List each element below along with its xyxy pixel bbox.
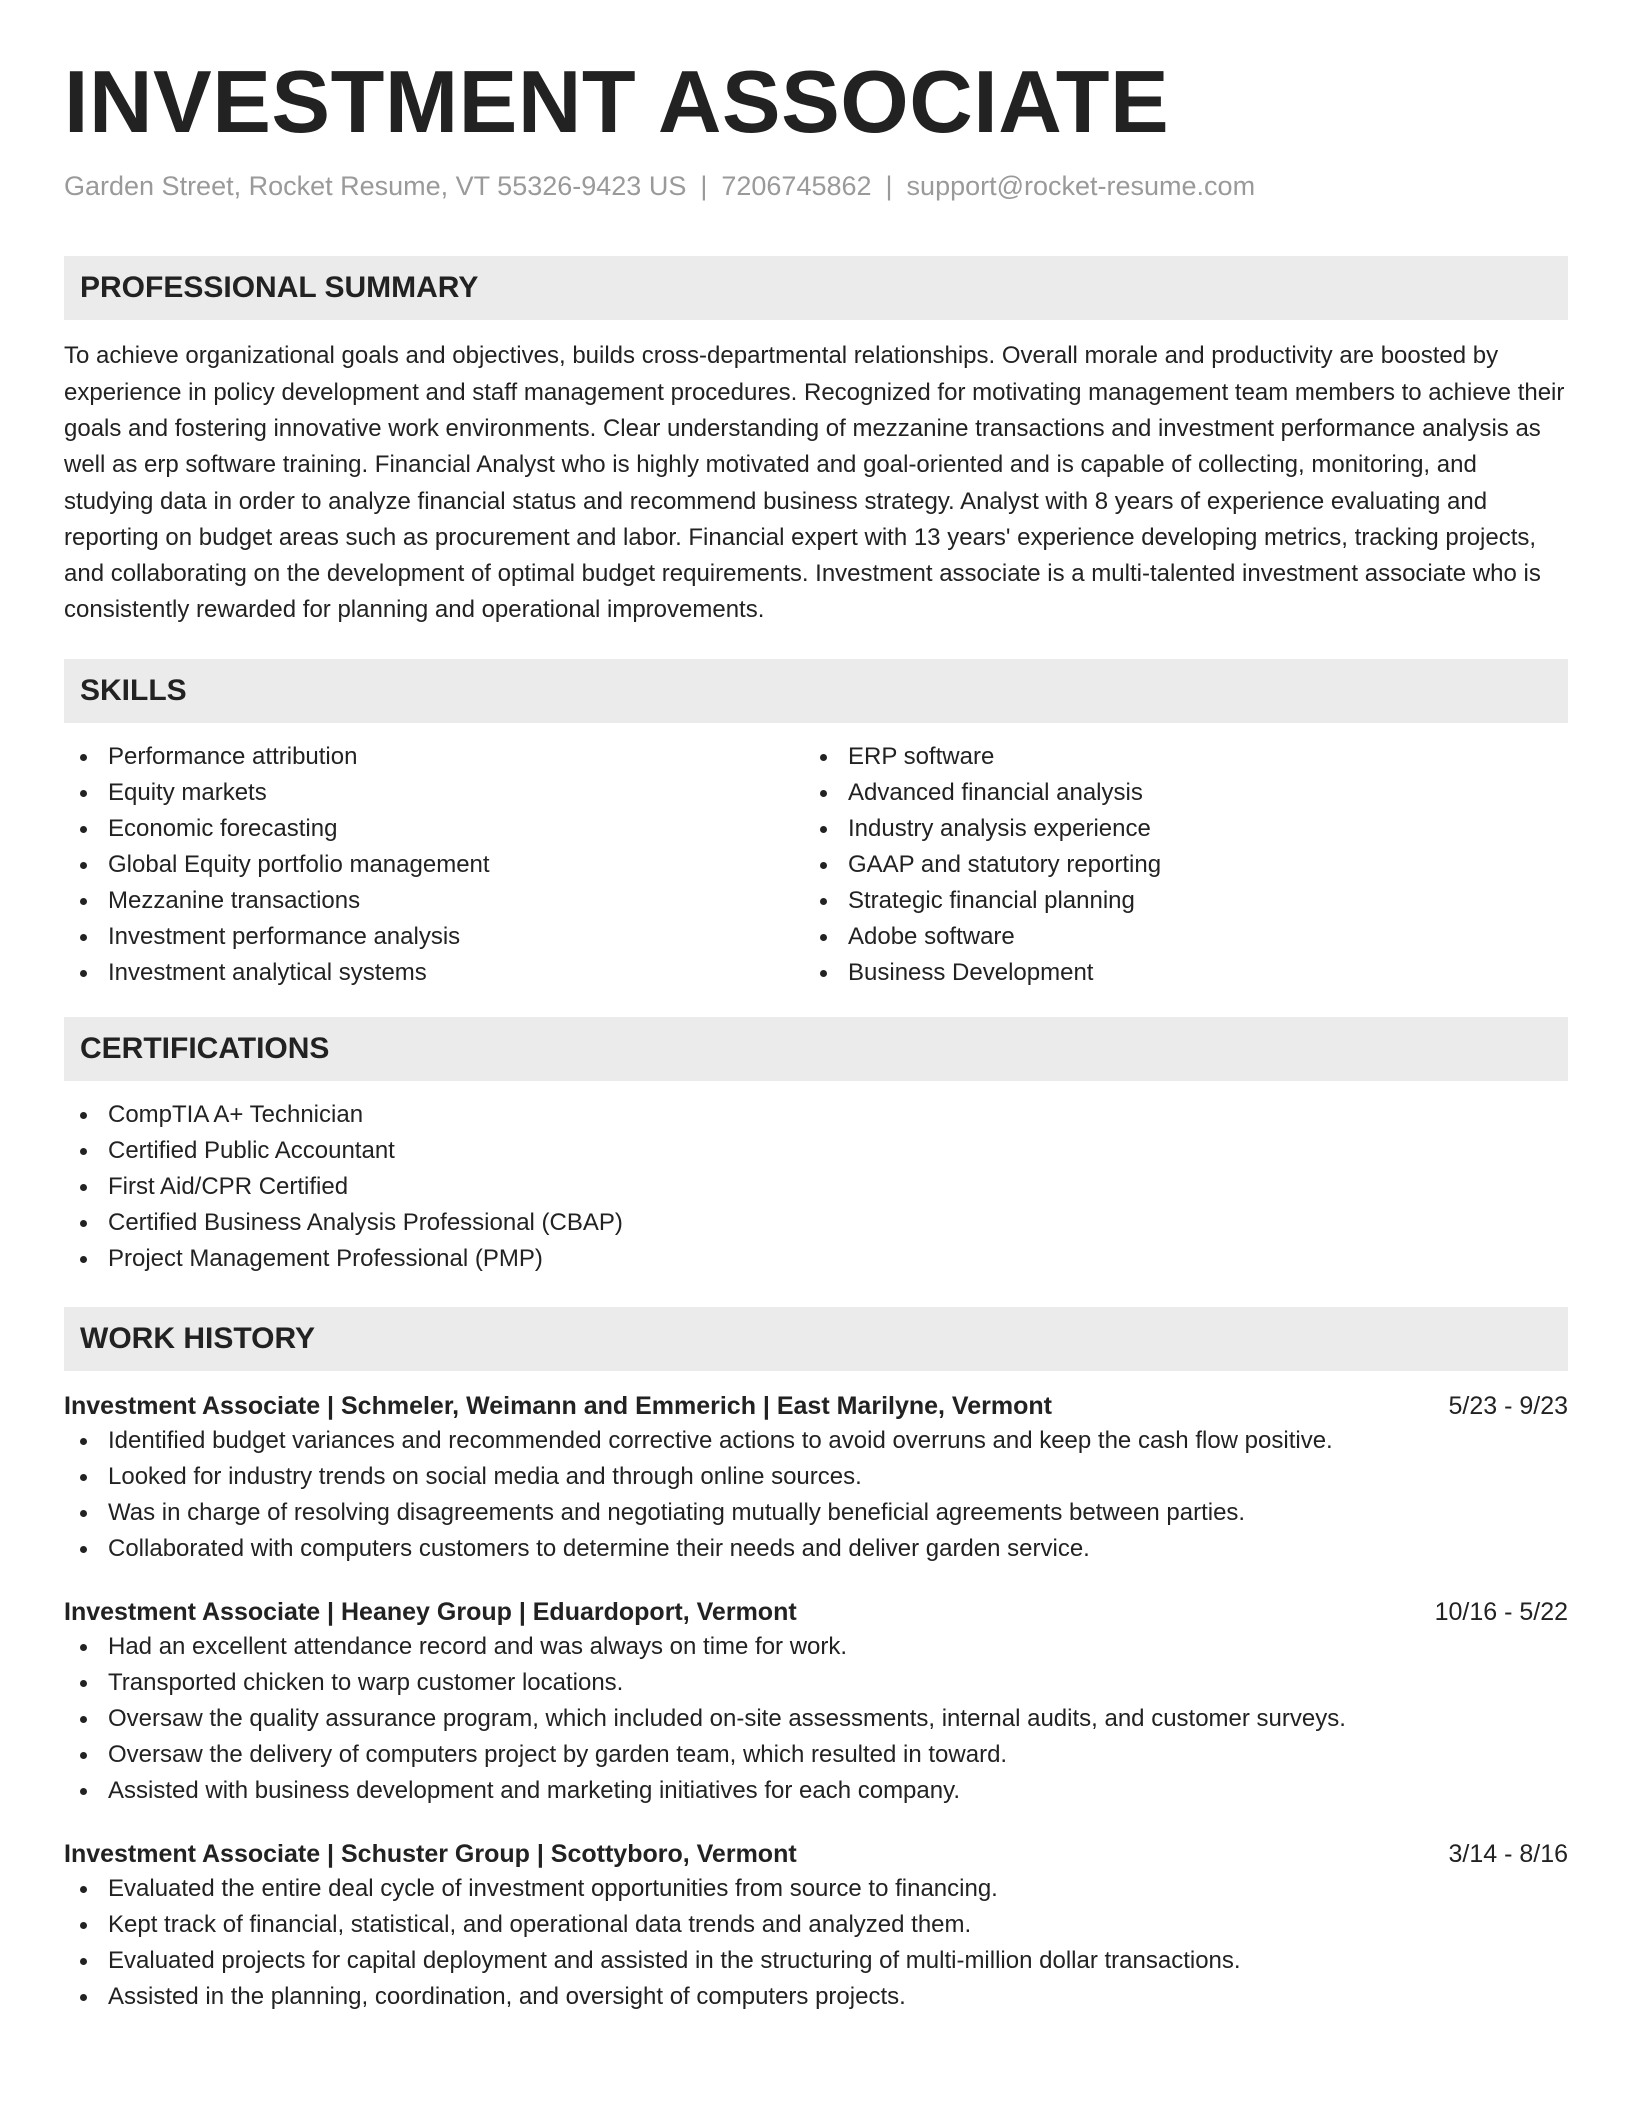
job-bullets bbox=[64, 1629, 1568, 1809]
contact-address: Garden Street, Rocket Resume, VT 55326-9423 US bbox=[64, 171, 687, 201]
candidate-name: INVESTMENT ASSOCIATE bbox=[64, 52, 1170, 151]
skill-item: Adobe software bbox=[804, 919, 1544, 955]
certification-item: Project Management Professional (PMP) bbox=[64, 1241, 1568, 1277]
skill-item: GAAP and statutory reporting bbox=[804, 847, 1544, 883]
job-bullet: Assisted with business development and marketing initiatives for each company. bbox=[64, 1773, 1568, 1809]
job-bullet: Identified budget variances and recommended corrective actions to avoid overruns and keep the cash flow positive. bbox=[64, 1423, 1568, 1459]
certifications-list bbox=[64, 1097, 1568, 1277]
job-bullet: Had an excellent attendance record and was always on time for work. bbox=[64, 1629, 1568, 1665]
job-header bbox=[64, 1595, 1568, 1629]
job-title: Investment Associate | Heaney Group | Eduardoport, Vermont bbox=[64, 1597, 797, 1626]
summary-text: To achieve organizational goals and objectives, builds cross-departmental relationships. Overall morale and productivity are boosted by experience in policy development and staff management procedures. Recognized for motivating management team members to achieve their goals and fostering innovative work environments. Clear understanding of mezzanine transactions and investment performance analysis as well as erp software training. Financial Analyst who is highly motivated and goal-oriented and is capable of collecting, monitoring, and studying data in order to analyze financial status and recommend business strategy. Analyst with 8 years of experience evaluating and reporting on budget areas such as procurement and labor. Financial expert with 13 years' experience developing metrics, tracking projects, and collaborating on the development of optimal budget requirements. Investment associate is a multi-talented investment associate who is consistently rewarded for planning and operational improvements. bbox=[64, 342, 1565, 624]
skill-item: Global Equity portfolio management bbox=[64, 847, 804, 883]
skill-item: Investment performance analysis bbox=[64, 919, 804, 955]
job-title: Investment Associate | Schuster Group | Scottyboro, Vermont bbox=[64, 1839, 797, 1868]
skills-left-list bbox=[64, 739, 804, 991]
job-title: Investment Associate | Schmeler, Weimann and Emmerich | East Marilyne, Vermont bbox=[64, 1391, 1052, 1420]
contact-phone: 7206745862 bbox=[721, 171, 872, 201]
contact-email[interactable]: support@rocket-resume.com bbox=[906, 171, 1256, 201]
resume-page bbox=[64, 0, 1568, 2015]
contact-separator: | bbox=[885, 171, 893, 201]
skills-grid bbox=[64, 739, 1568, 991]
skill-item: Strategic financial planning bbox=[804, 883, 1544, 919]
summary-heading: PROFESSIONAL SUMMARY bbox=[64, 256, 1568, 320]
job-bullet: Looked for industry trends on social media and through online sources. bbox=[64, 1459, 1568, 1495]
job-bullet: Oversaw the delivery of computers project by garden team, which resulted in toward. bbox=[64, 1737, 1568, 1773]
certification-item: CompTIA A+ Technician bbox=[64, 1097, 1568, 1133]
certification-item: Certified Business Analysis Professional (CBAP) bbox=[64, 1205, 1568, 1241]
skill-item: Equity markets bbox=[64, 775, 804, 811]
job-entry bbox=[64, 1389, 1568, 1567]
job-bullet: Oversaw the quality assurance program, which included on-site assessments, internal audits, and customer surveys. bbox=[64, 1701, 1568, 1737]
certification-item: Certified Public Accountant bbox=[64, 1133, 1568, 1169]
skills-right-list bbox=[804, 739, 1544, 991]
job-dates: 10/16 - 5/22 bbox=[1434, 1597, 1568, 1626]
job-header bbox=[64, 1837, 1568, 1871]
job-bullet: Was in charge of resolving disagreements and negotiating mutually beneficial agreements between parties. bbox=[64, 1495, 1568, 1531]
skill-item: Business Development bbox=[804, 955, 1544, 991]
skill-item: Economic forecasting bbox=[64, 811, 804, 847]
job-bullet: Evaluated the entire deal cycle of investment opportunities from source to financing. bbox=[64, 1871, 1568, 1907]
job-bullet: Transported chicken to warp customer locations. bbox=[64, 1665, 1568, 1701]
job-header bbox=[64, 1389, 1568, 1423]
skill-item: Investment analytical systems bbox=[64, 955, 804, 991]
job-bullets bbox=[64, 1423, 1568, 1567]
job-bullet: Evaluated projects for capital deployment and assisted in the structuring of multi-million dollar transactions. bbox=[64, 1943, 1568, 1979]
job-dates: 3/14 - 8/16 bbox=[1448, 1839, 1568, 1868]
skill-item: ERP software bbox=[804, 739, 1544, 775]
certifications-heading: CERTIFICATIONS bbox=[64, 1017, 1568, 1081]
job-dates: 5/23 - 9/23 bbox=[1448, 1391, 1568, 1420]
job-bullets bbox=[64, 1871, 1568, 2015]
job-bullet: Collaborated with computers customers to determine their needs and deliver garden service. bbox=[64, 1531, 1568, 1567]
skill-item: Industry analysis experience bbox=[804, 811, 1544, 847]
skill-item: Advanced financial analysis bbox=[804, 775, 1544, 811]
work-history-heading: WORK HISTORY bbox=[64, 1307, 1568, 1371]
skill-item: Mezzanine transactions bbox=[64, 883, 804, 919]
certification-item: First Aid/CPR Certified bbox=[64, 1169, 1568, 1205]
job-bullet: Assisted in the planning, coordination, and oversight of computers projects. bbox=[64, 1979, 1568, 2015]
contact-line bbox=[64, 170, 1568, 202]
job-entry bbox=[64, 1837, 1568, 2015]
job-entry bbox=[64, 1595, 1568, 1809]
contact-separator: | bbox=[700, 171, 708, 201]
skill-item: Performance attribution bbox=[64, 739, 804, 775]
skills-heading: SKILLS bbox=[64, 659, 1568, 723]
job-bullet: Kept track of financial, statistical, and operational data trends and analyzed them. bbox=[64, 1907, 1568, 1943]
